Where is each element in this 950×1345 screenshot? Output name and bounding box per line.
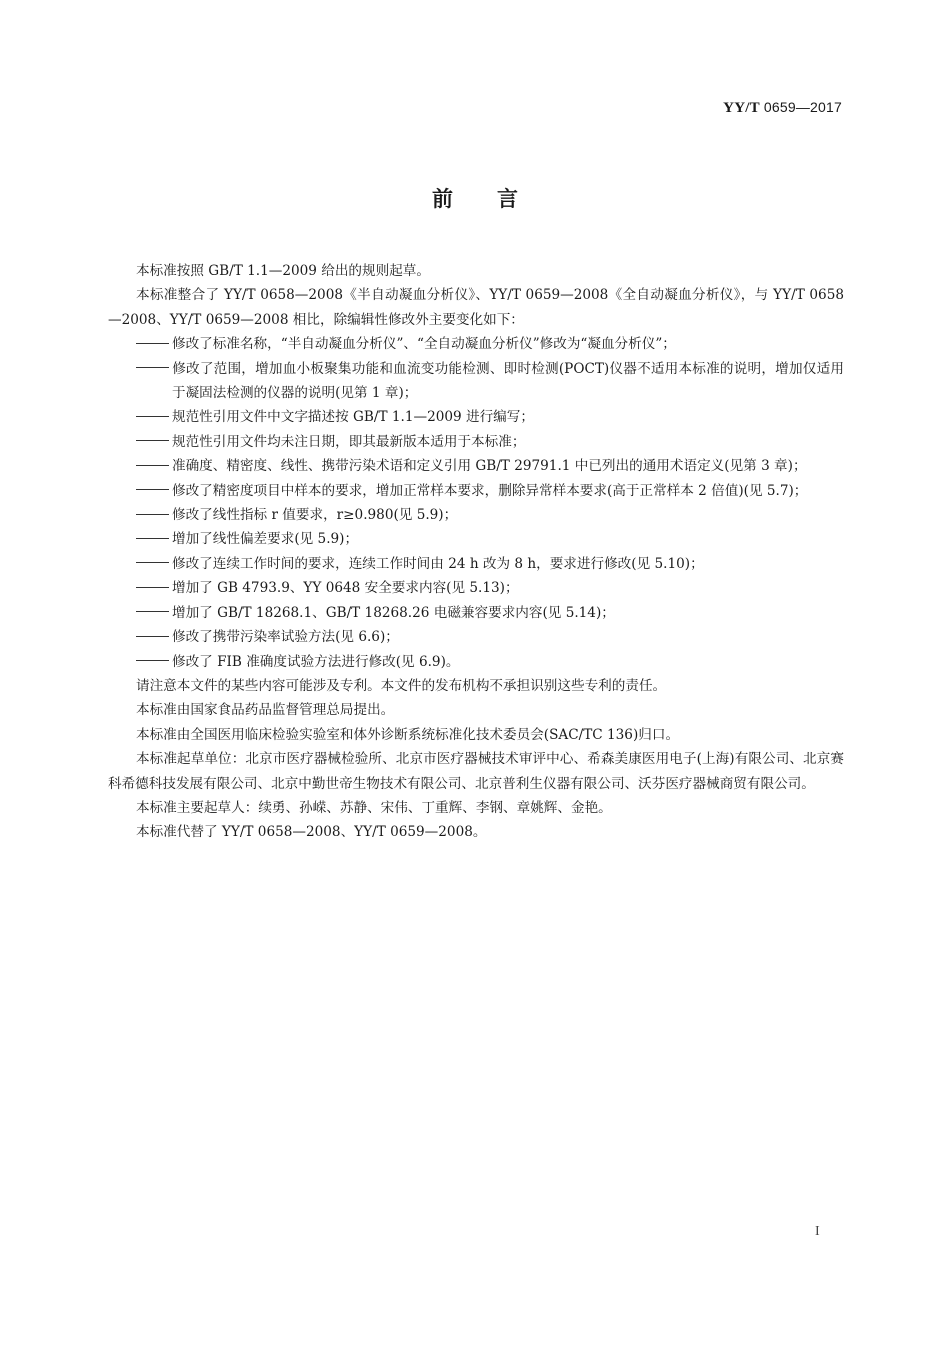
page-title: 前言 [432, 187, 562, 211]
paragraph-drafting-units: 本标准起草单位：北京市医疗器械检验所、北京市医疗器械技术审评中心、希森美康医用电子(上海)有限公司、北京赛科希德科技发展有限公司、北京中勤世帝生物技术有限公司、北京普利生仪器有限公司、沃芬医疗器械商贸有限公司。 [108, 751, 844, 792]
em-dash-marker [136, 357, 172, 381]
em-dash-marker [136, 527, 172, 551]
change-item: 增加了线性偏差要求(见 5.9)； [108, 527, 844, 551]
em-dash-marker [136, 454, 172, 478]
change-item: 修改了标准名称，“半自动凝血分析仪”、“全自动凝血分析仪”修改为“凝血分析仪”； [108, 332, 844, 356]
em-dash-marker [136, 552, 172, 576]
em-dash-marker [136, 430, 172, 454]
em-dash-marker [136, 576, 172, 600]
em-dash-marker [136, 332, 172, 356]
change-item: 修改了线性指标 r 值要求，r≥0.980(见 5.9)； [108, 503, 844, 527]
page-number: I [815, 1224, 820, 1239]
standard-code-prefix: YY/T [723, 100, 760, 116]
paragraph-patent-notice: 请注意本文件的某些内容可能涉及专利。本文件的发布机构不承担识别这些专利的责任。 [136, 677, 667, 694]
paragraph-drafting-rules: 本标准按照 GB/T 1.1—2009 给出的规则起草。 [136, 263, 430, 279]
change-item: 增加了 GB 4793.9、YY 0648 安全要求内容(见 5.13)； [108, 576, 844, 600]
foreword-body [108, 259, 844, 845]
em-dash-marker [136, 601, 172, 625]
change-item: 规范性引用文件均未注日期，即其最新版本适用于本标准； [108, 430, 844, 454]
change-item: 修改了精密度项目中样本的要求，增加正常样本要求，删除异常样本要求(高于正常样本 2 倍值)(见 5.7)； [108, 479, 844, 503]
standard-code-number: 0659—2017 [763, 99, 842, 115]
em-dash-marker [136, 479, 172, 503]
em-dash-marker [136, 625, 172, 649]
paragraph-integration: 本标准整合了 YY/T 0658—2008《半自动凝血分析仪》、YY/T 0659—2008《全自动凝血分析仪》，与 YY/T 0658—2008、YY/T 0659—2008 相比，除编辑性修改外主要变化如下： [108, 287, 844, 328]
change-item: 规范性引用文件中文字描述按 GB/T 1.1—2009 进行编写； [108, 405, 844, 429]
change-item: 增加了 GB/T 18268.1、GB/T 18268.26 电磁兼容要求内容(见 5.14)； [108, 601, 844, 625]
change-item: 准确度、精密度、线性、携带污染术语和定义引用 GB/T 29791.1 中已列出的通用术语定义(见第 3 章)； [108, 454, 844, 478]
em-dash-marker [136, 405, 172, 429]
paragraph-drafters: 本标准主要起草人：续勇、孙嵘、苏静、宋伟、丁重辉、李钢、章姚辉、金艳。 [136, 799, 612, 816]
change-item: 修改了连续工作时间的要求，连续工作时间由 24 h 改为 8 h，要求进行修改(见 5.10)； [108, 552, 844, 576]
standard-code-header [723, 99, 842, 117]
change-item: 修改了范围，增加血小板聚集功能和血流变功能检测、即时检测(POCT)仪器不适用本标准的说明，增加仅适用于凝固法检测的仪器的说明(见第 1 章)； [108, 357, 844, 406]
change-item: 修改了携带污染率试验方法(见 6.6)； [108, 625, 844, 649]
paragraph-proposer: 本标准由国家食品药品监督管理总局提出。 [136, 702, 395, 719]
paragraph-replaces: 本标准代替了 YY/T 0658—2008、YY/T 0659—2008。 [136, 824, 487, 841]
em-dash-marker [136, 503, 172, 527]
change-item: 修改了 FIB 准确度试验方法进行修改(见 6.9)。 [108, 650, 844, 674]
paragraph-committee: 本标准由全国医用临床检验实验室和体外诊断系统标准化技术委员会(SAC/TC 136)归口。 [136, 726, 680, 743]
em-dash-marker [136, 650, 172, 674]
